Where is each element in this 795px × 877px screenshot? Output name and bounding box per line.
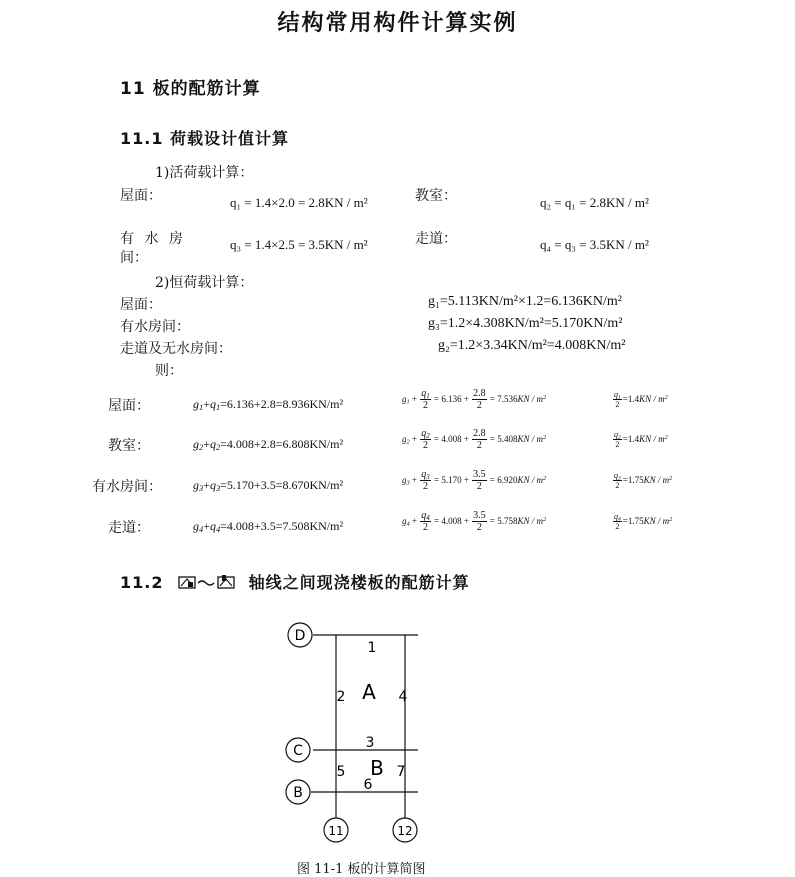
axis-label-12: 12 <box>397 824 413 838</box>
live-corridor-equation: q₄ = q₃ = 3.5KN / m² <box>540 237 649 252</box>
live-wetroom-label-a: 有 水 房 <box>120 231 186 247</box>
combo-q-half: $\frac{q_1}{2}$ $=1.4KN / m^2$ <box>614 390 668 409</box>
sum-result: =5.170+3.5=8.670KN/m² <box>220 478 344 492</box>
g-index: 1 <box>199 403 204 413</box>
combo-half-equation: $g_2$ + $\frac{q_2}{2}$ = 4.008 + $\frac{2.8}{2}$ = $5.408KN / m^2$ <box>402 428 547 451</box>
q-half-value: 1.75 <box>627 475 644 486</box>
live-classroom-equation: q₂ = q₁ = 2.8KN / m² <box>540 195 649 210</box>
live-wetroom-equation: q₃ = 1.4×2.5 = 3.5KN / m² <box>230 237 368 252</box>
combo-half-equation: $g_1$ + $\frac{q_1}{2}$ = 6.136 + $\frac{2.8}{2}$ = $7.536KN / m^2$ <box>402 388 547 411</box>
q-index: 4 <box>215 525 221 535</box>
combo-sum-equation: $g_3+q_3=5.170+3.5=8.670KN/m^2$ <box>193 478 344 494</box>
g-symbol: g <box>193 397 199 411</box>
page-title: 结构常用构件计算实例 <box>277 11 518 36</box>
live-roof-equation: q₁ = 1.4×2.0 = 2.8KN / m² <box>230 195 368 210</box>
g-symbol: g <box>193 437 199 451</box>
g-index: 4 <box>406 520 410 528</box>
slab-label-b: B <box>370 756 384 780</box>
half-const: 6.136 <box>441 394 462 405</box>
subsection-heading-slab <box>120 570 470 593</box>
combo-half-equation: $g_3$ + $\frac{q_3}{2}$ = 5.170 + $\frac{3.5}{2}$ = $6.920KN / m^2$ <box>402 469 547 492</box>
q-index: 3 <box>618 475 621 482</box>
g-index: 3 <box>406 479 410 487</box>
combo-label: 有水房间： <box>92 479 162 495</box>
sum-result: =6.136+2.8=8.936KN/m² <box>220 397 344 411</box>
axis-label-b: B <box>293 785 303 801</box>
q-index: 4 <box>618 516 621 523</box>
half-result: 7.536 <box>497 394 518 405</box>
q-index: 2 <box>618 434 621 441</box>
combo-q-half: $\frac{q_3}{2}$ $=1.75KN / m^2$ <box>614 471 673 490</box>
combo-sum-equation: $g_4+q_4=4.008+3.5=7.508KN/m^2$ <box>193 519 344 535</box>
g-index: 2 <box>199 443 204 453</box>
q-index: 2 <box>215 443 221 453</box>
live-roof-label: 屋面： <box>120 188 162 204</box>
dead-wetroom-label: 有水房间： <box>120 319 190 335</box>
g-index: 3 <box>199 484 204 494</box>
live-load-heading: 1)活荷载计算： <box>155 165 254 181</box>
half-result: 5.758 <box>497 516 518 527</box>
q-index: 4 <box>426 513 430 522</box>
dead-roof-label: 屋面： <box>120 297 162 313</box>
half-numerator: 2.8 <box>473 388 486 399</box>
dead-corridor-label: 走道及无水房间： <box>120 341 232 357</box>
axis-label-11: 11 <box>328 824 344 838</box>
half-result: 6.920 <box>497 475 518 486</box>
live-classroom-label: 教室： <box>415 188 457 204</box>
sum-result: =4.008+2.8=6.808KN/m² <box>220 437 344 451</box>
half-result: 5.408 <box>497 434 518 445</box>
edge-label-5: 5 <box>336 764 346 780</box>
edge-label-2: 2 <box>336 689 346 705</box>
slab-label-a: A <box>362 680 376 704</box>
combo-q-half: $\frac{q_2}{2}$ $=1.4KN / m^2$ <box>614 430 668 449</box>
q-index: 2 <box>426 431 430 440</box>
edge-label-3: 3 <box>365 735 375 751</box>
combo-label: 教室： <box>108 438 150 454</box>
half-numerator: 2.8 <box>473 428 486 439</box>
q-index: 1 <box>426 391 430 400</box>
combo-label: 走道： <box>108 520 150 536</box>
q-half-value: 1.4 <box>627 434 640 445</box>
q-index: 1 <box>215 403 221 413</box>
figure-caption: 图 11-1 板的计算简图 <box>297 862 426 877</box>
half-numerator: 3.5 <box>473 469 486 480</box>
edge-label-4: 4 <box>398 689 408 705</box>
subsection-heading-load: 11.1 荷载设计值计算 <box>120 129 290 148</box>
g-index: 1 <box>406 398 410 406</box>
half-const: 4.008 <box>441 434 462 445</box>
sum-result: =4.008+3.5=7.508KN/m² <box>220 519 344 533</box>
g-symbol: g <box>193 519 199 533</box>
dead-roof-equation: g₁=5.113KN/m²×1.2=6.136KN/m² <box>428 294 622 309</box>
dead-wetroom-equation: g₃=1.2×4.308KN/m²=5.170KN/m² <box>428 316 623 331</box>
g-index: 4 <box>199 525 204 535</box>
axis-label-c: C <box>293 743 303 759</box>
subsection-number: 11.2 <box>120 573 164 592</box>
q-index: 1 <box>618 394 621 401</box>
edge-label-6: 6 <box>363 777 373 793</box>
section-heading: 11 板的配筋计算 <box>120 79 261 99</box>
live-wetroom-label-b: 间： <box>120 250 148 266</box>
combo-sum-equation: $g_1+q_1=6.136+2.8=8.936KN/m^2$ <box>193 397 344 413</box>
then-label: 则： <box>155 363 183 379</box>
edge-label-7: 7 <box>396 764 406 780</box>
slab-layout-diagram <box>275 615 445 845</box>
edge-label-1: 1 <box>367 640 377 656</box>
combo-label: 屋面： <box>108 398 150 414</box>
q-index: 3 <box>215 484 221 494</box>
q-half-value: 1.75 <box>627 516 644 527</box>
combo-sum-equation: $g_2+q_2=4.008+2.8=6.808KN/m^2$ <box>193 437 344 453</box>
dead-load-heading: 2)恒荷载计算： <box>155 275 254 291</box>
combo-q-half: $\frac{q_4}{2}$ $=1.75KN / m^2$ <box>614 512 673 531</box>
g-symbol: g <box>193 478 199 492</box>
dead-corridor-equation: g₂=1.2×3.34KN/m²=4.008KN/m² <box>438 338 626 353</box>
g-index: 2 <box>406 438 410 446</box>
q-index: 3 <box>426 472 430 481</box>
half-const: 4.008 <box>441 516 462 527</box>
half-const: 5.170 <box>441 475 462 486</box>
live-corridor-label: 走道： <box>415 231 457 247</box>
q-half-value: 1.4 <box>627 394 640 405</box>
axis-range-glyph <box>178 573 240 591</box>
axis-label-d: D <box>294 628 306 644</box>
subsection-text: 轴线之间现浇楼板的配筋计算 <box>248 573 470 592</box>
half-numerator: 3.5 <box>473 510 486 521</box>
combo-half-equation: $g_4$ + $\frac{q_4}{2}$ = 4.008 + $\frac{3.5}{2}$ = $5.758KN / m^2$ <box>402 510 547 533</box>
